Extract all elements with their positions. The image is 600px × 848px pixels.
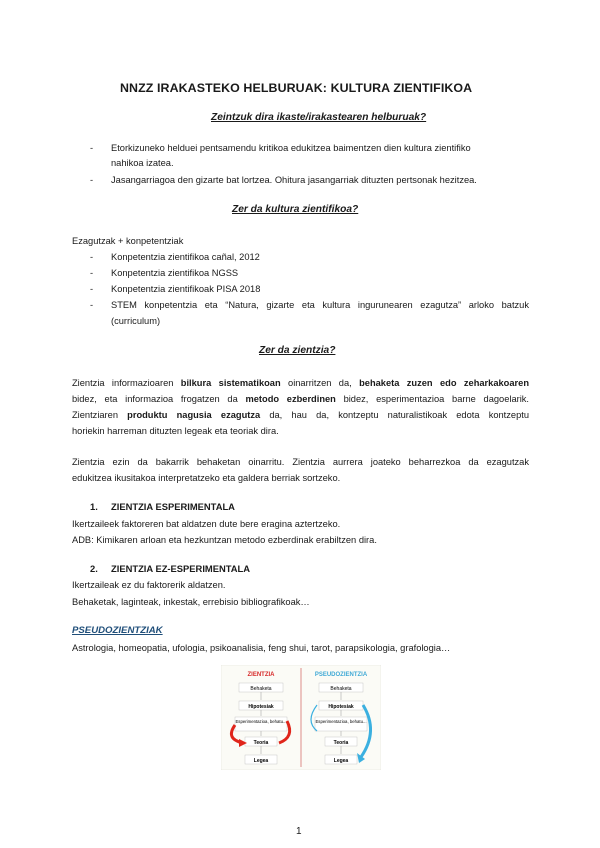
list-item: Jasangarriagoa den gizarte bat lortzea. Ohitura jasangarriak dituzten pertsonak hezitzea. — [111, 175, 477, 185]
figure-left-step: Teoria — [253, 740, 269, 746]
list-item: Etorkizuneko helduei pentsamendu kritikoa edukitzea baimentzen dien kultura zientifiko — [111, 143, 471, 153]
figure-right-step: Hipotesiak — [328, 704, 354, 710]
paragraph-line: Ikertzaileek faktoreren bat aldatzen dute bere eragina aztertzeko. — [72, 519, 341, 529]
bullet-dash: - — [90, 175, 94, 185]
list-item: Konpetentzia zientifikoak PISA 2018 — [111, 284, 261, 294]
paragraph-line: edukitzea ikusitakoa interpretatzeko eta galdera berriak sortzeko. — [72, 473, 341, 483]
section-heading-science: Zer da zientzia? — [259, 345, 336, 356]
list-item: Konpetentzia zientifikoa cañal, 2012 — [111, 252, 260, 262]
list-item-continuation: (curriculum) — [111, 316, 161, 326]
bullet-dash: - — [90, 252, 94, 262]
paragraph-line: ADB: Kimikaren arloan eta hezkuntzan metodo ezberdinak erabiltzen dira. — [72, 535, 377, 545]
section-heading-goals: Zeintzuk dira ikaste/irakastearen helburuak? — [211, 112, 427, 123]
science-vs-pseudoscience-figure — [221, 665, 381, 770]
paragraph-line: Zientzia informazioaren bilkura sistematikoan oinarritzen da, behaketa zuzen edo zeharkakoaren — [72, 378, 529, 388]
section-heading-culture: Zer da kultura zientifikoa? — [232, 204, 359, 215]
figure-left-title: ZIENTZIA — [247, 672, 275, 678]
figure-right-step: Behaketa — [330, 686, 352, 692]
figure-left-step: Behaketa — [250, 686, 272, 692]
section-number: 2. — [90, 563, 98, 574]
list-item-continuation: nahikoa izatea. — [111, 158, 174, 168]
bullet-dash: - — [90, 143, 94, 153]
bullet-dash: - — [90, 268, 94, 278]
figure-left-step: Esperimentazioa, behatu... — [235, 719, 287, 724]
list-item: Konpetentzia zientifikoa NGSS — [111, 268, 239, 278]
section-heading-pseudoscience: PSEUDOZIENTZIAK — [72, 625, 163, 636]
paragraph-line: Ikertzaileak ez du faktorerik aldatzen. — [72, 580, 226, 590]
figure-left-step: Legea — [253, 758, 269, 764]
figure-right-title: PSEUDOZIENTZIA — [314, 672, 368, 678]
figure-right-step: Esperimentazioa, behatu... — [315, 719, 367, 724]
paragraph-line: Zientziaren produktu nagusia ezagutza da, hau da, kontzeptu naturalistikoak edota kontzeptu — [72, 410, 530, 420]
paragraph-line: horiekin harreman dituzten legeak eta teoriak dira. — [72, 426, 279, 436]
bullet-dash: - — [90, 300, 94, 310]
list-item: STEM konpetentzia eta “Natura, gizarte eta kultura ingurunearen ezagutza” arloko batzuk — [111, 300, 529, 310]
figure-left-step: Hipotesiak — [248, 704, 274, 710]
bullet-dash: - — [90, 284, 94, 294]
paragraph-line: bidez, eta informazioa frogatzen da metodo ezberdinen bidez, esperimentazioa barne dagoelarik. — [72, 394, 530, 404]
figure-right-step: Teoria — [333, 740, 349, 746]
paragraph-line: Behaketak, laginteak, inkestak, errebisio bibliografikoak… — [72, 597, 310, 607]
paragraph-intro: Ezagutzak + konpetentziak — [72, 236, 184, 246]
paragraph-line: Zientzia ezin da bakarrik behaketan oinarritu. Zientzia aurrera joateko beharrezkoa da ezagutzak — [72, 457, 529, 467]
section-heading-experimental: ZIENTZIA ESPERIMENTALA — [111, 501, 235, 512]
section-heading-non-experimental: ZIENTZIA EZ-ESPERIMENTALA — [111, 563, 251, 574]
page-title: NNZZ IRAKASTEKO HELBURUAK: KULTURA ZIENTIFIKOA — [120, 81, 473, 95]
paragraph-line: Astrologia, homeopatia, ufologia, psikoanalisia, feng shui, tarot, parapsikologia, grafologia… — [72, 643, 451, 653]
section-number: 1. — [90, 501, 98, 512]
page-number: 1 — [296, 826, 302, 837]
figure-right-step: Legea — [333, 758, 349, 764]
